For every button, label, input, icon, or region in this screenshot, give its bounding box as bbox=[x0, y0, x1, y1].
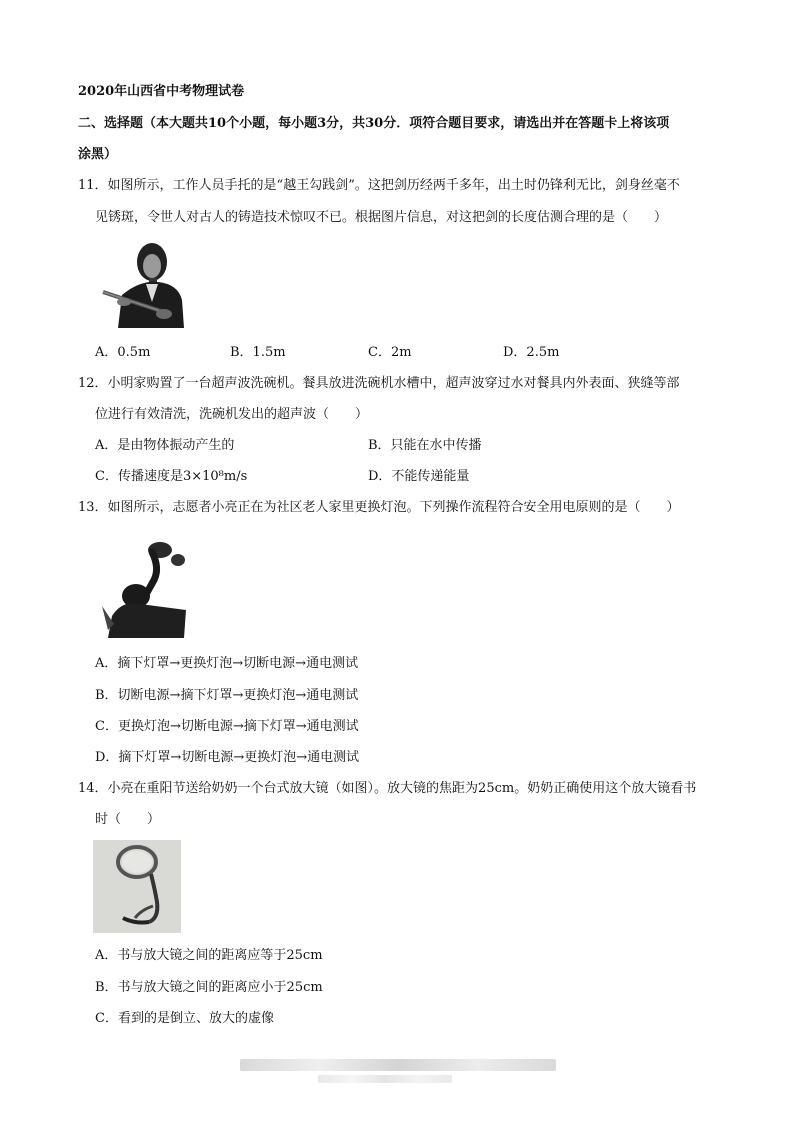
q13-stem: 13．如图所示，志愿者小亮正在为社区老人家里更换灯泡。下列操作流程符合安全用电原则的是（ ） bbox=[78, 500, 680, 515]
q14-option-a: A．书与放大镜之间的距离应等于25cm bbox=[95, 948, 323, 963]
q12-option-c: C．传播速度是3×10⁸m/s bbox=[95, 469, 248, 484]
page-title: 2020年山西省中考物理试卷 bbox=[78, 84, 245, 99]
q14-stem-line2: 时（ ） bbox=[95, 812, 161, 827]
q14-option-b: B．书与放大镜之间的距离应小于25cm bbox=[95, 980, 323, 995]
q14-magnifier-photo bbox=[93, 840, 181, 933]
q12-stem-line1: 12．小明家购置了一台超声波洗碗机。餐具放进洗碗机水槽中，超声波穿过水对餐具内外表面、狭缝等部 bbox=[78, 376, 680, 391]
q12-option-d: D．不能传递能量 bbox=[368, 469, 470, 484]
q13-option-d: D．摘下灯罩→切断电源→更换灯泡→通电测试 bbox=[95, 750, 360, 765]
q12-option-a: A．是由物体振动产生的 bbox=[95, 438, 235, 453]
q11-option-d: D．2.5m bbox=[503, 345, 560, 360]
q11-stem-line2: 见锈斑，令世人对古人的铸造技术惊叹不已。根据图片信息，对这把剑的长度估测合理的是（ ） bbox=[95, 210, 668, 225]
section-heading-line2: 涂黑） bbox=[78, 147, 118, 162]
q11-option-c: C．2m bbox=[368, 345, 412, 360]
q13-lightbulb-photo bbox=[98, 538, 190, 638]
q14-option-c: C．看到的是倒立、放大的虚像 bbox=[95, 1011, 274, 1026]
q13-option-b: B．切断电源→摘下灯罩→更换灯泡→通电测试 bbox=[95, 688, 359, 703]
q11-stem-line1: 11．如图所示，工作人员手托的是“越王勾践剑”。这把剑历经两千多年，出土时仍锋利无比，剑身丝毫不 bbox=[78, 178, 680, 193]
section-heading-line1: 二、选择题（本大题共10个小题，每小题3分，共30分．项符合题目要求，请选出并在答题卡上将该项 bbox=[78, 116, 670, 131]
q14-stem-line1: 14．小亮在重阳节送给奶奶一个台式放大镜（如图）。放大镜的焦距为25cm。奶奶正确使用这个放大镜看书 bbox=[78, 781, 697, 796]
q13-option-a: A．摘下灯罩→更换灯泡→切断电源→通电测试 bbox=[95, 656, 359, 671]
blurred-footer-watermark bbox=[240, 1059, 556, 1071]
q11-sword-photo bbox=[100, 240, 188, 330]
q13-option-c: C．更换灯泡→切断电源→摘下灯罩→通电测试 bbox=[95, 719, 359, 734]
q11-option-a: A．0.5m bbox=[95, 345, 151, 360]
q11-option-b: B．1.5m bbox=[230, 345, 286, 360]
q12-stem-line2: 位进行有效清洗，洗碗机发出的超声波（ ） bbox=[95, 407, 369, 422]
blurred-footer-watermark-2 bbox=[318, 1075, 452, 1083]
q12-option-b: B．只能在水中传播 bbox=[368, 438, 482, 453]
